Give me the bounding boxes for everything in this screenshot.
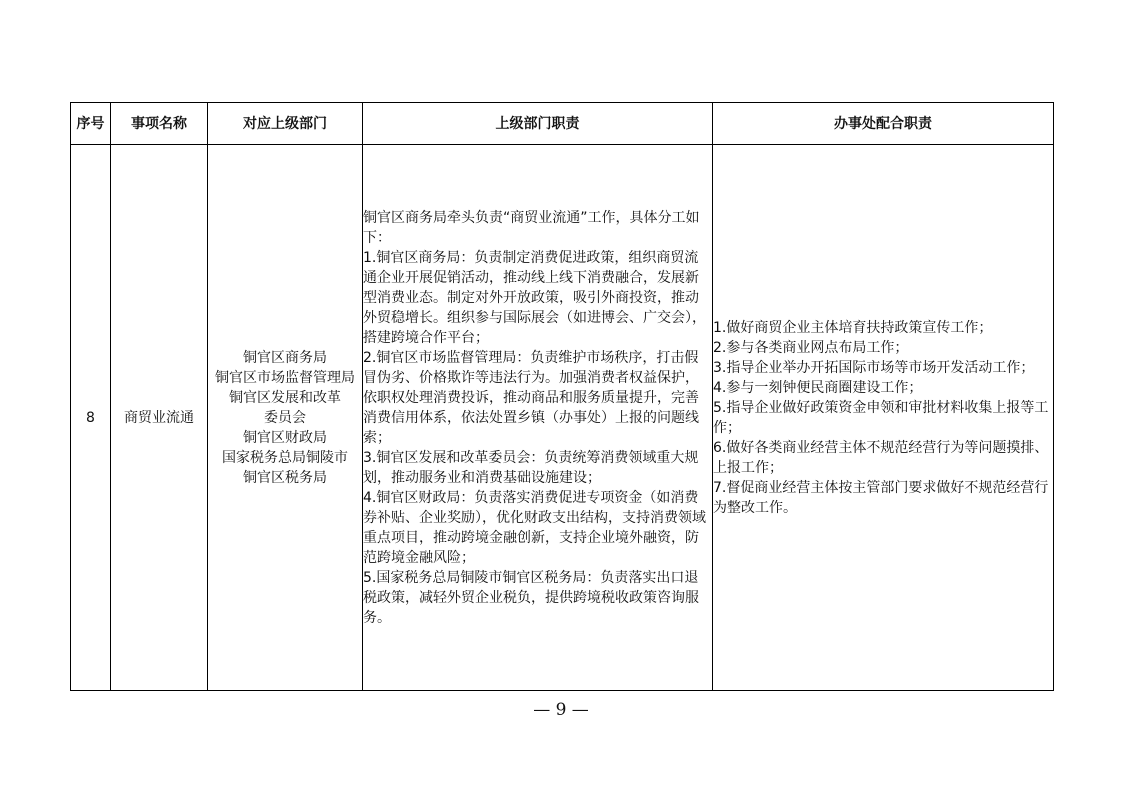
row-office-cooperation [713,145,1054,691]
department-line: 委员会 [264,409,306,426]
page-number: — 9 — [533,700,589,720]
cooperation-item: 3.指导企业举办开拓国际市场等市场开发活动工作； [713,359,1035,376]
duty-item: 1.铜官区商务局：负责制定消费促进政策，组织商贸流通企业开展促销活动，推动线上线下消费融合，发展新型消费业态。制定对外开放政策，吸引外商投资，推动外贸稳增长。组织参与国际展会（如进博会、广交会），搭建跨境合作平台； [363,249,706,346]
cooperation-item: 2.参与各类商业网点布局工作； [713,339,909,356]
row-departments [208,145,363,691]
cooperation-item: 6.做好各类商业经营主体不规范经营行为等问题摸排、上报工作； [713,439,1049,476]
header-office-cooperation: 办事处配合职责 [713,103,1054,145]
row-superior-duties [363,145,713,691]
duty-item: 5.国家税务总局铜陵市铜官区税务局：负责落实出口退税政策，减轻外贸企业税负，提供跨境税收政策咨询服务。 [363,569,699,626]
table-row [71,145,1054,691]
header-superior-duties: 上级部门职责 [363,103,713,145]
header-number: 序号 [71,103,111,145]
cooperation-item: 7.督促商业经营主体按主管部门要求做好不规范经营行为整改工作。 [713,479,1049,516]
cooperation-item: 5.指导企业做好政策资金申领和审批材料收集上报等工作； [713,399,1049,436]
department-line: 铜官区财政局 [243,429,327,446]
responsibility-table [70,102,1054,691]
row-item-name: 商贸业流通 [111,145,208,691]
department-line: 国家税务总局铜陵市 [222,449,348,466]
duty-item: 2.铜官区市场监督管理局：负责维护市场秩序，打击假冒伪劣、价格欺诈等违法行为。加强消费者权益保护，依职权处理消费投诉，推动商品和服务质量提升，完善消费信用体系，依法处置乡镇（办事处）上报的问题线索； [363,349,699,446]
department-line: 铜官区商务局 [243,349,327,366]
duty-item: 3.铜官区发展和改革委员会：负责统筹消费领域重大规划，推动服务业和消费基础设施建设； [363,449,699,486]
department-line: 铜官区发展和改革 [229,389,341,406]
duty-item: 4.铜官区财政局：负责落实消费促进专项资金（如消费券补贴、企业奖励），优化财政支出结构，支持消费领域重点项目，推动跨境金融创新，支持企业境外融资，防范跨境金融风险； [363,489,706,566]
row-number: 8 [71,145,111,691]
department-line: 铜官区市场监督管理局 [215,369,355,386]
cooperation-item: 1.做好商贸企业主体培育扶持政策宣传工作； [713,319,993,336]
header-item-name: 事项名称 [111,103,208,145]
table-header-row [71,103,1054,145]
duty-intro: 铜官区商务局牵头负责“商贸业流通”工作，具体分工如下： [363,209,700,246]
header-superior-department: 对应上级部门 [208,103,363,145]
cooperation-item: 4.参与一刻钟便民商圈建设工作； [713,379,923,396]
department-line: 铜官区税务局 [243,469,327,486]
